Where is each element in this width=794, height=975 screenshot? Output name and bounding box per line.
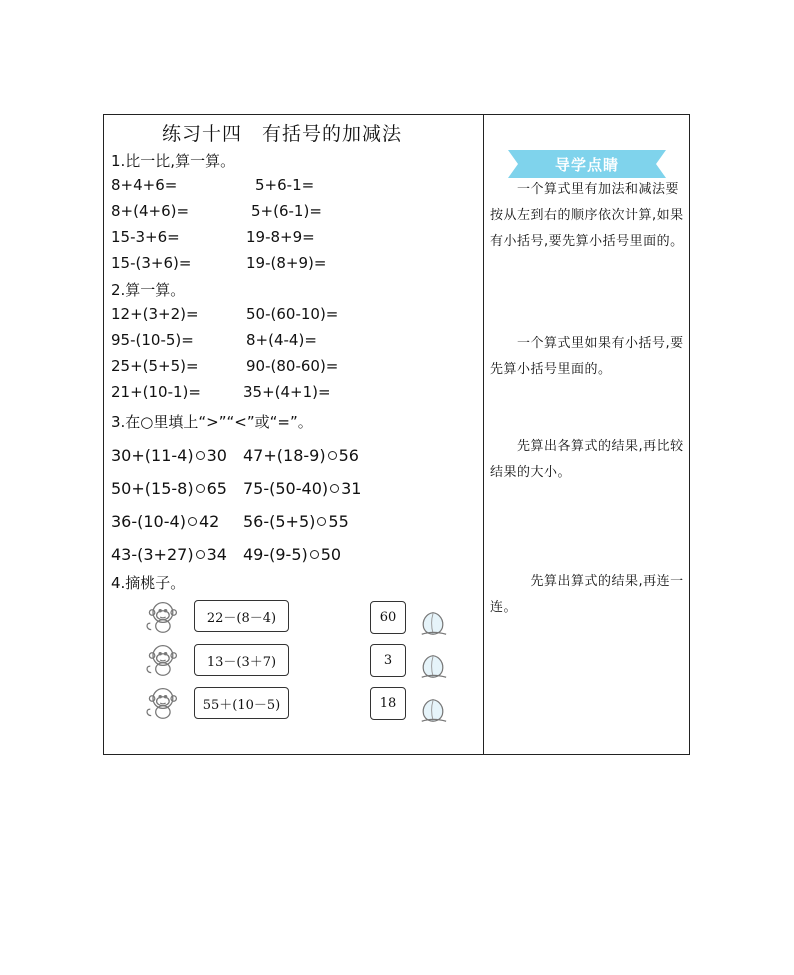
note-3: 先算出各算式的结果,再比较结果的大小。 <box>490 439 684 480</box>
q1-heading: 1.比一比,算一算。 <box>111 152 236 170</box>
q1-row3-right: 19-8+9= <box>246 228 315 246</box>
q1-row4-right: 19-(8+9)= <box>246 254 327 272</box>
q1-row4-left: 15-(3+6)= <box>111 254 192 272</box>
q1-row2-left: 8+(4+6)= <box>111 202 190 220</box>
monkey-icon <box>144 685 180 721</box>
answer-circle[interactable] <box>188 517 197 526</box>
peach-icon <box>418 695 448 725</box>
guide-banner-title: 导学点睛 <box>554 155 619 174</box>
answer-box[interactable]: 18 <box>370 687 406 720</box>
q1-row2-right: 5+(6-1)= <box>251 202 322 220</box>
page-title: 练习十四 有括号的加减法 <box>162 123 403 145</box>
peach-icon <box>418 608 448 638</box>
answer-circle[interactable] <box>328 451 337 460</box>
answer-box[interactable]: 60 <box>370 601 406 634</box>
q4-heading: 4.摘桃子。 <box>111 574 186 592</box>
q2-row1-right: 50-(60-10)= <box>246 305 339 323</box>
answer-circle[interactable] <box>196 484 205 493</box>
column-divider <box>483 115 484 754</box>
q3-item: 75-(50-40) 31 <box>243 479 362 498</box>
q1-row1-right: 5+6-1= <box>255 176 315 194</box>
q2-row3-right: 90-(80-60)= <box>246 357 339 375</box>
q3-heading: 3.在○里填上“>”“<”或“=”。 <box>111 413 313 431</box>
answer-circle[interactable] <box>317 517 326 526</box>
note-1: 一个算式里有加法和减法要按从左到右的顺序依次计算,如果有小括号,要先算小括号里面的。 <box>490 182 684 249</box>
q2-row2-left: 95-(10-5)= <box>111 331 194 349</box>
q2-row4-right: 35+(4+1)= <box>243 383 331 401</box>
q3-item: 49-(9-5) 50 <box>243 545 342 564</box>
q2-row1-left: 12+(3+2)= <box>111 305 199 323</box>
expression-box[interactable]: 55＋(10－5) <box>194 687 289 719</box>
monkey-icon <box>144 599 180 635</box>
monkey-icon <box>144 642 180 678</box>
expression-box[interactable]: 13－(3＋7) <box>194 644 289 676</box>
answer-circle[interactable] <box>196 550 205 559</box>
answer-circle[interactable] <box>330 484 339 493</box>
worksheet-table <box>103 114 690 755</box>
answer-circle[interactable] <box>310 550 319 559</box>
expression-box[interactable]: 22－(8－4) <box>194 600 289 632</box>
q1-row1-left: 8+4+6= <box>111 176 178 194</box>
q3-item: 56-(5+5) 55 <box>243 512 349 531</box>
q2-row2-right: 8+(4-4)= <box>246 331 317 349</box>
q3-item: 43-(3+27) 34 <box>111 545 227 564</box>
peach-icon <box>418 651 448 681</box>
q2-row3-left: 25+(5+5)= <box>111 357 199 375</box>
q2-heading: 2.算一算。 <box>111 281 186 299</box>
answer-circle[interactable] <box>196 451 205 460</box>
note-2: 一个算式里如果有小括号,要先算小括号里面的。 <box>490 336 684 377</box>
q3-item: 50+(15-8) 65 <box>111 479 227 498</box>
answer-box[interactable]: 3 <box>370 644 406 677</box>
q3-item: 36-(10-4) 42 <box>111 512 220 531</box>
q3-item: 47+(18-9) 56 <box>243 446 359 465</box>
q2-row4-left: 21+(10-1)= <box>111 383 201 401</box>
q1-row3-left: 15-3+6= <box>111 228 180 246</box>
note-4: 先算出算式的结果,再连一连。 <box>490 574 684 615</box>
q3-item: 30+(11-4) 30 <box>111 446 227 465</box>
